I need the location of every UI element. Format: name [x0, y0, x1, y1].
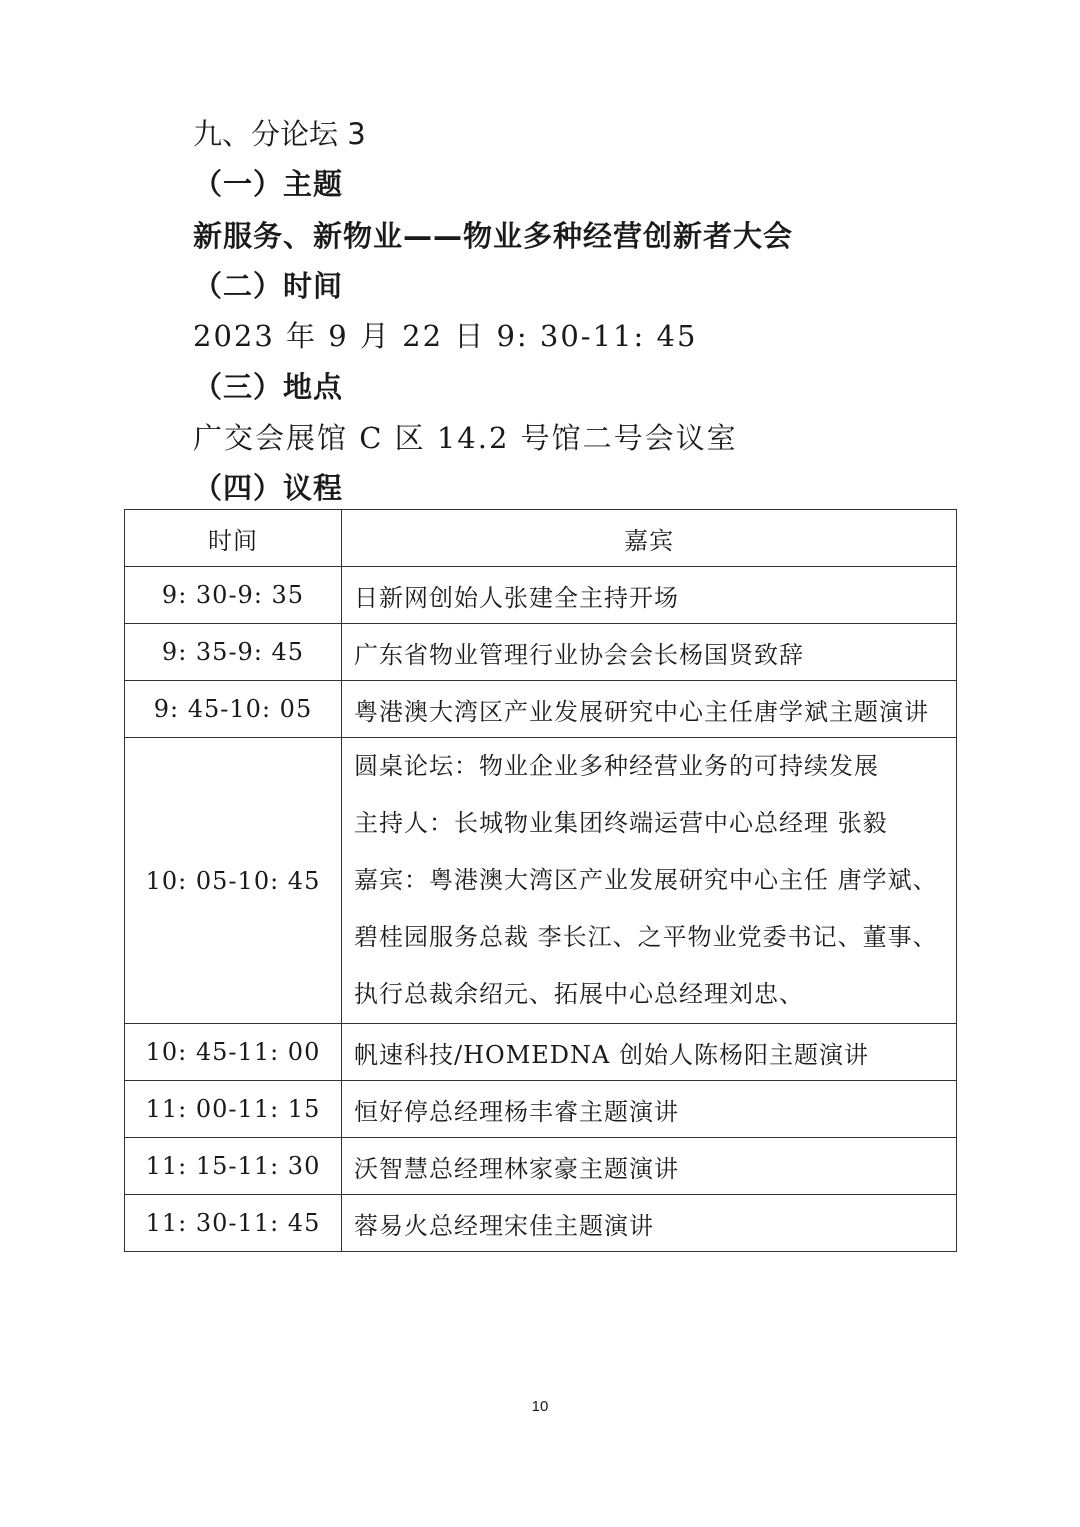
theme-text: 新服务、新物业——物业多种经营创新者大会: [193, 219, 794, 253]
table-row: [125, 681, 957, 738]
row-guest: 沃智慧总经理林家豪主题演讲: [342, 1138, 957, 1195]
guest-line: 碧桂园服务总裁 李长江、之平物业党委书记、董事、: [354, 923, 938, 951]
time-text: 2023 年 9 月 22 日 9: 30-11: 45: [193, 319, 698, 353]
table-row: [125, 1024, 957, 1081]
guest-line: 主持人：长城物业集团终端运营中心总经理 张毅: [354, 809, 888, 837]
row-time: 10: 45-11: 00: [125, 1024, 342, 1081]
page-number: 10: [531, 1398, 549, 1415]
guest-line: 执行总裁余绍元、拓展中心总经理刘忠、: [354, 980, 804, 1008]
time-heading: （二）时间: [193, 269, 344, 303]
location-heading: （三）地点: [193, 370, 344, 404]
row-time: 10: 05-10: 45: [125, 738, 342, 1024]
table-row: [125, 1081, 957, 1138]
table-row: [125, 624, 957, 681]
location-text: 广交会展馆 C 区 14.2 号馆二号会议室: [193, 421, 738, 455]
column-header-guest: 嘉宾: [342, 510, 957, 567]
agenda-table: [124, 509, 957, 1252]
table-row: [125, 1195, 957, 1252]
guest-line: 嘉宾：粤港澳大湾区产业发展研究中心主任 唐学斌、: [354, 866, 938, 894]
agenda-heading: （四）议程: [193, 471, 344, 505]
row-time: 9: 35-9: 45: [125, 624, 342, 681]
section-title: 九、分论坛 3: [193, 117, 366, 151]
row-time: 9: 30-9: 35: [125, 567, 342, 624]
table-row: [125, 1138, 957, 1195]
row-guest: 帆速科技/HOMEDNA 创始人陈杨阳主题演讲: [342, 1024, 957, 1081]
table-row: [125, 567, 957, 624]
row-guest-multiline: [342, 738, 957, 1024]
agenda-header-row: [125, 510, 957, 567]
row-guest: 蓉易火总经理宋佳主题演讲: [342, 1195, 957, 1252]
row-guest: 粤港澳大湾区产业发展研究中心主任唐学斌主题演讲: [342, 681, 957, 738]
row-time: 9: 45-10: 05: [125, 681, 342, 738]
row-time: 11: 30-11: 45: [125, 1195, 342, 1252]
row-time: 11: 15-11: 30: [125, 1138, 342, 1195]
table-row: [125, 738, 957, 1024]
guest-line: 圆桌论坛：物业企业多种经营业务的可持续发展: [354, 752, 879, 780]
row-guest: 日新网创始人张建全主持开场: [342, 567, 957, 624]
row-guest: 广东省物业管理行业协会会长杨国贤致辞: [342, 624, 957, 681]
row-guest: 恒好停总经理杨丰睿主题演讲: [342, 1081, 957, 1138]
row-time: 11: 00-11: 15: [125, 1081, 342, 1138]
column-header-time: 时间: [125, 510, 342, 567]
theme-heading: （一）主题: [193, 167, 344, 201]
